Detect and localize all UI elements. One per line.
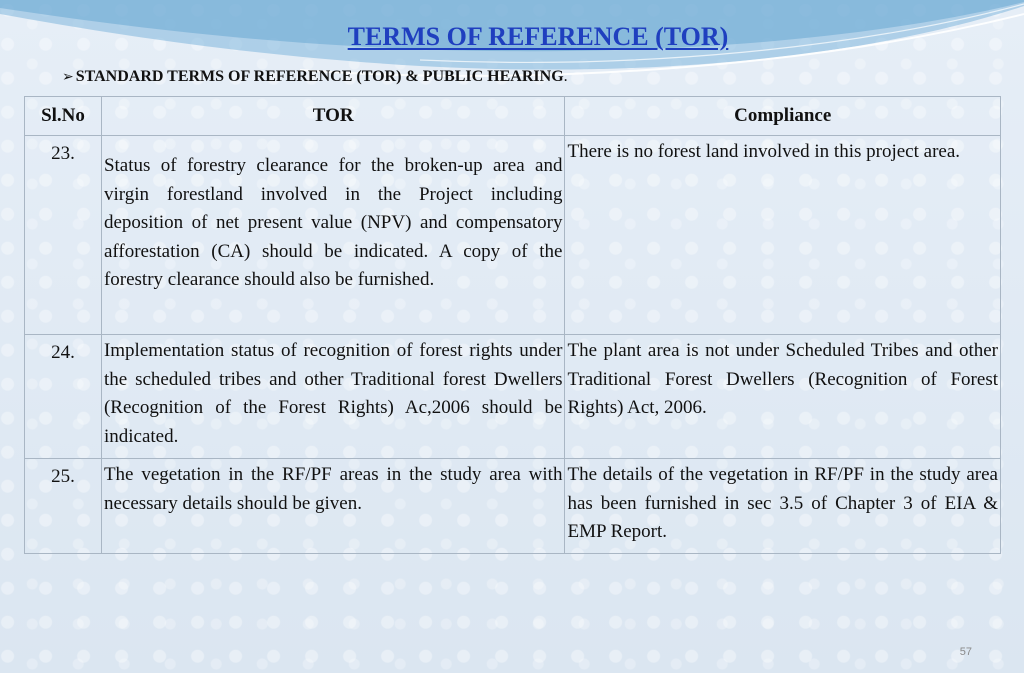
tor-compliance-table	[24, 96, 1001, 554]
slide-title: TERMS OF REFERENCE (TOR)	[347, 22, 729, 51]
table-row	[25, 459, 1001, 554]
row-tor-text: Implementation status of recognition of forest rights under the scheduled tribes and other Traditional forest Dwellers (Recognition of the Forest Rights) Ac,2006 should be indicated.	[101, 335, 565, 459]
table-row	[25, 136, 1001, 335]
table-header-row	[25, 97, 1001, 136]
subtitle-text: STANDARD TERMS OF REFERENCE (TOR) & PUBLIC HEARING	[75, 68, 564, 85]
header-compliance: Compliance	[565, 97, 1001, 136]
row-compliance-text: The plant area is not under Scheduled Tribes and other Traditional Forest Dwellers (Recognition of Forest Rights) Act, 2006.	[565, 335, 1001, 459]
subtitle-period: .	[563, 68, 568, 85]
table-row	[25, 335, 1001, 459]
arrow-bullet-icon: ➢	[62, 69, 74, 85]
header-swoosh-decoration	[0, 0, 1024, 110]
row-compliance-text: There is no forest land involved in this project area.	[565, 136, 1001, 335]
row-compliance-text: The details of the vegetation in RF/PF in the study area has been furnished in sec 3.5 of Chapter 3 of EIA & EMP Report.	[565, 459, 1001, 554]
header-sl-no: Sl.No	[25, 97, 102, 136]
row-sl-no: 25.	[25, 459, 102, 554]
row-tor-text: Status of forestry clearance for the broken-up area and virgin forestland involved in the Project including deposition of net present value (NPV) and compensatory afforestation (CA) should be indicated. A copy of the forestry clearance should also be furnished.	[101, 136, 565, 335]
slide-subtitle	[62, 68, 568, 86]
row-sl-no: 23.	[25, 136, 102, 335]
page-number: 57	[959, 646, 972, 658]
row-sl-no: 24.	[25, 335, 102, 459]
header-tor: TOR	[101, 97, 565, 136]
row-tor-text: The vegetation in the RF/PF areas in the study area with necessary details should be given.	[101, 459, 565, 554]
